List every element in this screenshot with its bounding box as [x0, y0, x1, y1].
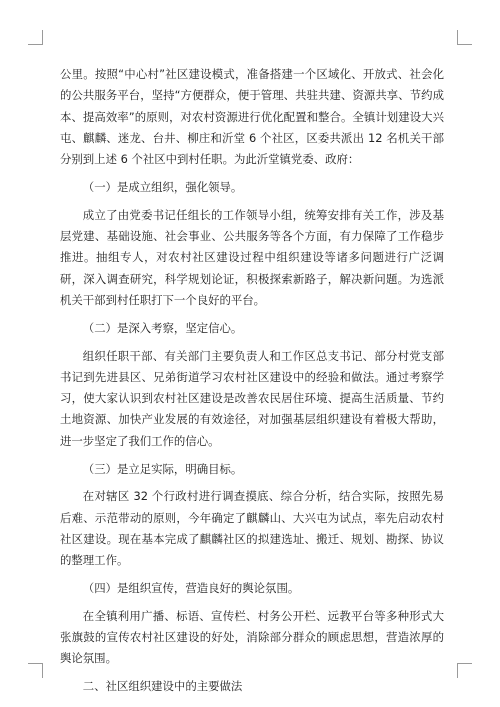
- crop-mark-top-left: [28, 30, 43, 45]
- paragraph-intro: 公里。按照“中心村”社区建设模式，准备搭建一个区域化、开放式、社会化的公共服务平台，坚持“方便群众，便于管理、共驻共建、资源共享、节约成本、提高效率”的原则，对农村资源进行优化配置和整合。全镇计划建设大兴屯、麒麟、迷龙、台井、柳庄和沂堂 6 个社区，区委共派出 12 名机关干部分别到上述 6 个社区中到村任职。为此沂堂镇党委、政府：: [60, 67, 444, 167]
- paragraph-investigation: 组织任职干部、有关部门主要负责人和工作区总支书记、部分村党支部书记到先进县区、兄弟街道学习农村社区建设中的经验和做法。通过考察学习，使大家认识到农村社区建设是改善农民居住环境、提高生活质量、节约土地资源、加快产业发展的有效途径，对加强基层组织建设有着极大帮助，进一步坚定了我们工作的信心。: [60, 348, 444, 448]
- subheading-goals: （三）是立足实际，明确目标。: [82, 461, 243, 476]
- section-heading-2: 二、社区组织建设中的主要做法: [82, 679, 243, 694]
- crop-mark-top-right: [457, 30, 472, 45]
- subheading-publicity: （四）是组织宣传，营造良好的舆论氛围。: [82, 581, 300, 596]
- paragraph-goals: 在对辖区 32 个行政村进行调查摸底、综合分析，结合实际，按照先易后难、示范带动的原则，今年确定了麒麟山、大兴屯为试点，率先启动农村社区建设。现在基本完成了麒麟社区的拟建选址、搬迁、规划、勘探、协议的整理工作。: [60, 489, 444, 568]
- crop-mark-bottom-left: [28, 663, 43, 678]
- document-body: [60, 64, 444, 704]
- paragraph-organization: 成立了由党委书记任组长的工作领导小组，统筹安排有关工作，涉及基层党建、基础设施、社会事业、公共服务等各个方面，有力保障了工作稳步推进。抽组专人，对农村社区建设过程中组织建设等诸多问题进行广泛调研，深入调查研究，科学规划论证，积极探索新路子，解决新问题。为选派机关干部到村任职打下一个良好的平台。: [60, 207, 444, 307]
- crop-mark-bottom-right: [457, 663, 472, 678]
- subheading-establish-organization: （一）是成立组织，强化领导。: [82, 179, 243, 194]
- paragraph-publicity: 在全镇利用广播、标语、宣传栏、村务公开栏、远教平台等多种形式大张旗鼓的宣传农村社区建设的好处，消除部分群众的顾虑思想，营造浓厚的舆论氛围。: [60, 608, 444, 666]
- subheading-investigation: （二）是深入考察，坚定信心。: [82, 320, 243, 335]
